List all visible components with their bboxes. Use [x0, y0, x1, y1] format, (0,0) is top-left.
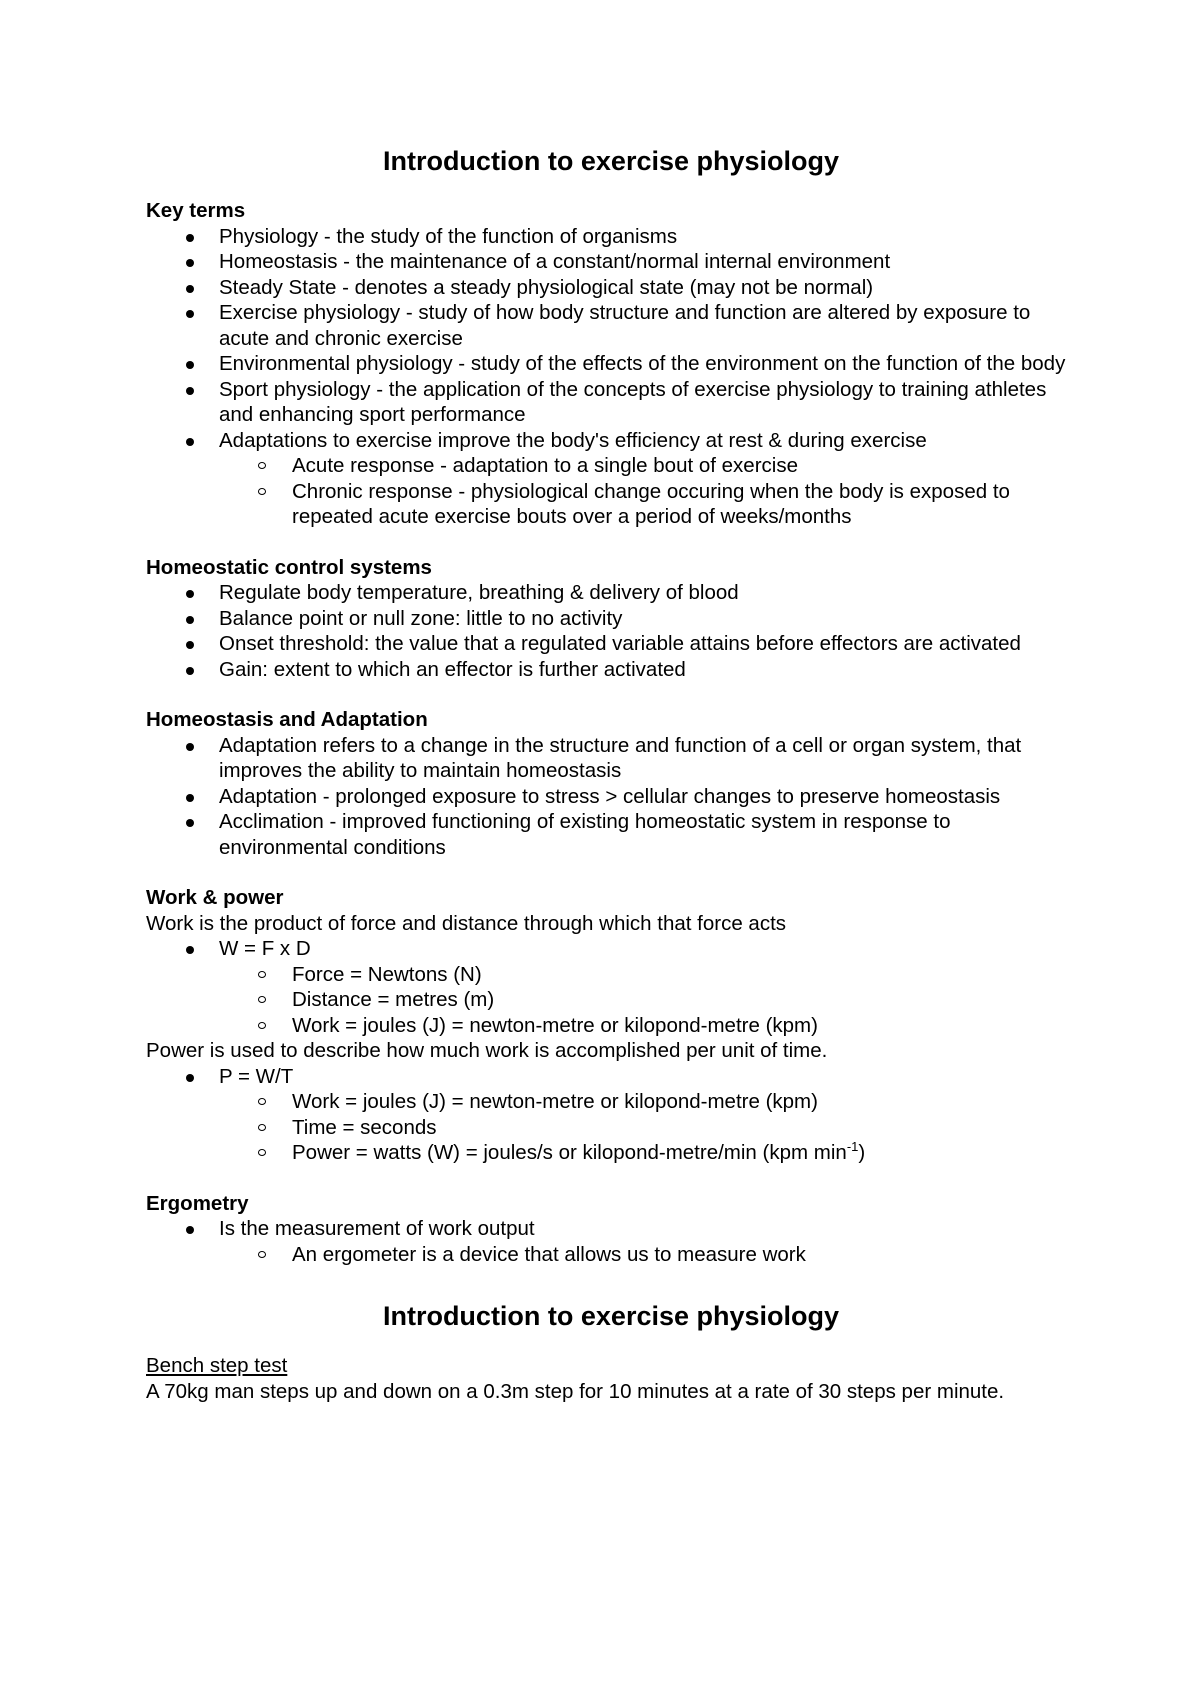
list-item: Gain: extent to which an effector is further activated: [146, 657, 1076, 683]
circle-bullet-icon: [258, 1251, 266, 1258]
ergometry-section: [146, 1191, 1076, 1268]
homeostatic-control-heading: Homeostatic control systems: [146, 555, 432, 579]
bullet-icon: [186, 794, 194, 802]
power-list: [146, 1064, 1076, 1166]
sub-list-item: Work = joules (J) = newton-metre or kilopond-metre (kpm): [146, 1013, 1076, 1039]
homeostatic-control-section: [146, 555, 1076, 683]
ergometry-list: [146, 1216, 1076, 1267]
list-item: Steady State - denotes a steady physiological state (may not be normal): [146, 275, 1076, 301]
sub-list-item: An ergometer is a device that allows us to measure work: [146, 1242, 1076, 1268]
list-item: W = F x D: [146, 936, 1076, 962]
list-item: Acclimation - improved functioning of existing homeostatic system in response to environmental conditions: [146, 809, 1076, 860]
bullet-icon: [186, 438, 194, 446]
homeostasis-adaptation-list: [146, 733, 1076, 861]
sub-list-item: Force = Newtons (N): [146, 962, 1076, 988]
list-item: Onset threshold: the value that a regulated variable attains before effectors are activated: [146, 631, 1076, 657]
ergometry-heading: Ergometry: [146, 1191, 249, 1215]
circle-bullet-icon: [258, 1149, 266, 1156]
circle-bullet-icon: [258, 1098, 266, 1105]
work-power-section: [146, 885, 1076, 1166]
work-list: [146, 936, 1076, 1038]
circle-bullet-icon: [258, 971, 266, 978]
bullet-icon: [186, 590, 194, 598]
key-terms-section: [146, 198, 1076, 530]
sub-list-item: Work = joules (J) = newton-metre or kilopond-metre (kpm): [146, 1089, 1076, 1115]
homeostasis-adaptation-section: [146, 707, 1076, 860]
list-item: Regulate body temperature, breathing & delivery of blood: [146, 580, 1076, 606]
sub-list-item: Distance = metres (m): [146, 987, 1076, 1013]
list-item: Adaptation - prolonged exposure to stress > cellular changes to preserve homeostasis: [146, 784, 1076, 810]
page-title: Introduction to exercise physiology: [382, 146, 840, 176]
sub-list-item: Time = seconds: [146, 1115, 1076, 1141]
list-item: Adaptations to exercise improve the body's efficiency at rest & during exercise: [146, 428, 1076, 454]
list-item: Adaptation refers to a change in the structure and function of a cell or organ system, that improves the ability to maintain homeostasis: [146, 733, 1076, 784]
bullet-icon: [186, 259, 194, 267]
circle-bullet-icon: [258, 996, 266, 1003]
homeostatic-control-list: [146, 580, 1076, 682]
bullet-icon: [186, 361, 194, 369]
list-item: Sport physiology - the application of the concepts of exercise physiology to training athletes and enhancing sport performance: [146, 377, 1076, 428]
bullet-icon: [186, 946, 194, 954]
work-power-heading: Work & power: [146, 886, 284, 909]
bench-step-section: [146, 1353, 1076, 1404]
circle-bullet-icon: [258, 462, 266, 469]
bullet-icon: [186, 234, 194, 242]
sub-list-item: Chronic response - physiological change occuring when the body is exposed to repeated acute exercise bouts over a period of weeks/months: [146, 479, 1076, 530]
circle-bullet-icon: [258, 1124, 266, 1131]
bench-step-heading: Bench step test: [146, 1354, 288, 1377]
bullet-icon: [186, 310, 194, 318]
bullet-icon: [186, 743, 194, 751]
sub-list-item: Acute response - adaptation to a single bout of exercise: [146, 453, 1076, 479]
bullet-icon: [186, 285, 194, 293]
list-item: Homeostasis - the maintenance of a constant/normal internal environment: [146, 249, 1076, 275]
power-intro: Power is used to describe how much work is accomplished per unit of time.: [146, 1039, 828, 1062]
work-intro: Work is the product of force and distance through which that force acts: [146, 911, 787, 935]
key-terms-heading: Key terms: [146, 199, 246, 222]
homeostasis-adaptation-heading: Homeostasis and Adaptation: [146, 708, 428, 731]
list-item: P = W/T: [146, 1064, 1076, 1090]
list-item: Is the measurement of work output: [146, 1216, 1076, 1242]
bullet-icon: [186, 1226, 194, 1234]
bullet-icon: [186, 819, 194, 827]
bench-step-text: A 70kg man steps up and down on a 0.3m step for 10 minutes at a rate of 30 steps per minute.: [146, 1379, 1005, 1403]
list-item: Balance point or null zone: little to no activity: [146, 606, 1076, 632]
sub-list-item: Power = watts (W) = joules/s or kilopond-metre/min (kpm $\min^{-1}$): [146, 1140, 1076, 1166]
bullet-icon: [186, 667, 194, 675]
bullet-icon: [186, 641, 194, 649]
bullet-icon: [186, 616, 194, 624]
circle-bullet-icon: [258, 488, 266, 495]
circle-bullet-icon: [258, 1022, 266, 1029]
bullet-icon: [186, 387, 194, 395]
list-item: Exercise physiology - study of how body structure and function are altered by exposure to acute and chronic exercise: [146, 300, 1076, 351]
list-item: Environmental physiology - study of the effects of the environment on the function of the body: [146, 351, 1076, 377]
bullet-icon: [186, 1074, 194, 1082]
key-terms-list: [146, 224, 1076, 530]
document-page: [146, 130, 1076, 1429]
list-item: Physiology - the study of the function of organisms: [146, 224, 1076, 250]
second-title: Introduction to exercise physiology: [382, 1301, 840, 1331]
superscript: -1: [846, 1139, 859, 1155]
